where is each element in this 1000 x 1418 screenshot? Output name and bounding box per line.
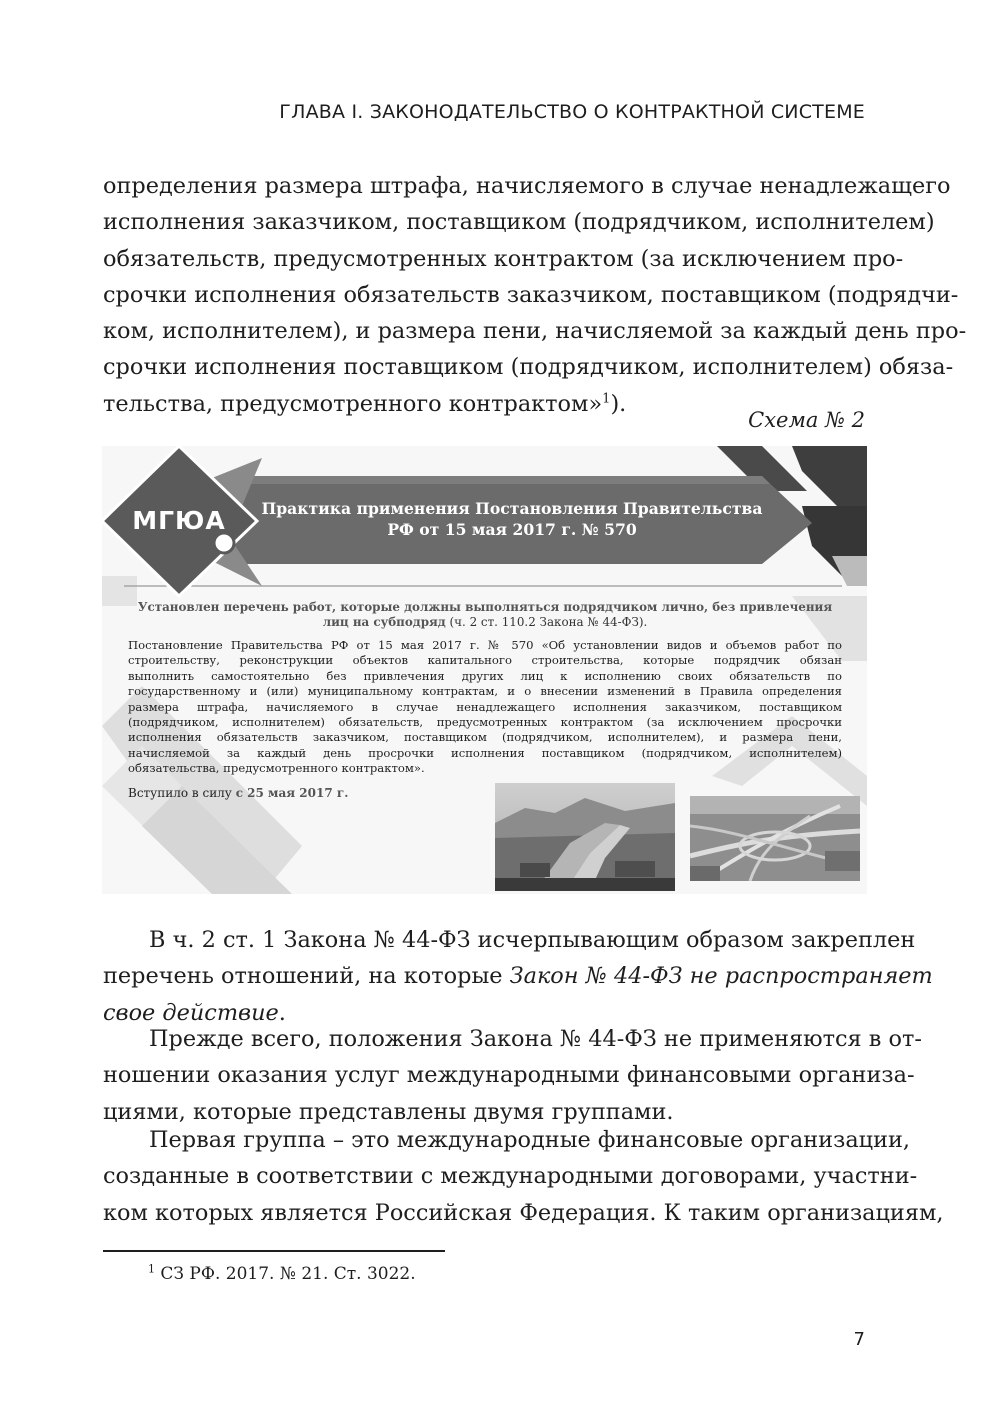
- scheme-label: Схема № 2: [748, 408, 865, 432]
- scheme-body-line: Постановление Правительства РФ от 15 мая 2017 г. № 570 «Об установлении видов и объемов работ по: [128, 638, 842, 652]
- paragraph-1: [103, 922, 933, 1031]
- footnote-text: СЗ РФ. 2017. № 21. Ст. 3022.: [155, 1264, 416, 1284]
- text-line: ношении оказания услуг международными финансовыми организа-: [103, 1062, 915, 1089]
- intro-paragraph: [103, 168, 967, 422]
- text-line: срочки исполнения поставщиком (подрядчиком, исполнителем) обяза-: [103, 354, 954, 381]
- emphasis: Закон № 44-ФЗ не распространяет: [509, 963, 933, 990]
- footnote-reference[interactable]: 1: [602, 391, 611, 407]
- scheme-body-line: выполнить самостоятельно без привлечения других лиц к исполнению своих обязательств по: [128, 668, 842, 683]
- highway-photo: [690, 796, 860, 881]
- text-line: [103, 958, 933, 994]
- running-head: ГЛАВА I. ЗАКОНОДАТЕЛЬСТВО О КОНТРАКТНОЙ СИСТЕМЕ: [279, 101, 865, 123]
- paragraph-2: [103, 1021, 922, 1130]
- text-line: ком, исполнителем), и размера пени, начисляемой за каждый день про-: [103, 318, 967, 345]
- text-line: срочки исполнения обязательств заказчиком, поставщиком (подрядчи-: [103, 281, 959, 308]
- scheme-body-line: исполнения обязательств заказчиком, поставщиком (подрядчиком, исполнителем), и размера пени,: [128, 730, 842, 745]
- scheme-body-line: обязательства, предусмотренного контрактом».: [128, 761, 425, 776]
- text-fragment: перечень отношений, на которые: [103, 963, 510, 990]
- title-banner-highlight: [222, 476, 770, 484]
- text-line: В ч. 2 ст. 1 Закона № 44-ФЗ исчерпывающим образом закреплен: [149, 927, 916, 953]
- text-line: созданные в соответствии с международными договорами, участни-: [103, 1163, 918, 1190]
- text-fragment: тельства, предусмотренного контрактом»: [103, 390, 603, 417]
- scheme-body-line: начисляемой за каждый день просрочки исполнения поставщиком (подрядчиком, исполнителем): [128, 745, 842, 760]
- scheme-body-line: размера штрафа, начисляемого в случае ненадлежащего исполнения заказчиком, поставщиком: [128, 699, 842, 714]
- text-fragment: ).: [610, 390, 627, 417]
- scheme-heading-bold: лиц на субподряд: [322, 615, 446, 629]
- scheme-heading-line: [128, 615, 842, 630]
- text-line: ком которых является Российская Федерация. К таким организациям,: [103, 1199, 944, 1226]
- text-line: определения размера штрафа, начисляемого в случае ненадлежащего: [103, 173, 951, 199]
- banner-title-line: Практика применения Постановления Правительства: [261, 499, 763, 518]
- text-line: циями, которые представлены двумя группами.: [103, 1098, 674, 1125]
- scheme-body-line: (подрядчиком, исполнителем) обязательств, предусмотренных контрактом (за исключением просрочки: [128, 715, 842, 730]
- emphasis: свое действие: [103, 999, 279, 1026]
- effective-date: [128, 786, 348, 800]
- footnote-mark: 1: [148, 1262, 155, 1276]
- scheme-figure: [102, 446, 867, 894]
- scheme-body-line: строительству, реконструкции объектов капитального строительства, которые подрядчик обязан: [128, 653, 842, 668]
- text-line: обязательств, предусмотренных контрактом (за исключением про-: [103, 245, 904, 272]
- paragraph-3: [103, 1122, 944, 1231]
- banner-title: [252, 498, 772, 540]
- page-number: 7: [853, 1329, 865, 1350]
- effective-date-value: с 25 мая 2017 г.: [235, 786, 349, 800]
- scheme-body-line: государственному и (или) муниципальному контрактам, и о внесении изменений в Правила определения: [128, 684, 842, 699]
- footnote-divider: [103, 1250, 445, 1252]
- construction-photo: [495, 783, 675, 891]
- effective-prefix: Вступило в силу: [128, 786, 236, 800]
- text-line: исполнения заказчиком, поставщиком (подрядчиком, исполнителем): [103, 209, 935, 236]
- text-line: Прежде всего, положения Закона № 44-ФЗ не применяются в от-: [149, 1026, 922, 1052]
- footnote: [148, 1264, 416, 1284]
- scheme-heading: [128, 600, 842, 630]
- scheme-body: [128, 638, 842, 777]
- logo-text: МГЮА: [132, 506, 226, 535]
- banner-title-line: РФ от 15 мая 2017 г. № 570: [387, 520, 637, 539]
- logo-emblem: [214, 533, 234, 553]
- scheme-heading-line: Установлен перечень работ, которые должны выполняться подрядчиком лично, без привлечения: [137, 600, 833, 614]
- deco-dark-shape: [792, 446, 867, 516]
- text-line: Первая группа – это международные финансовые организации,: [149, 1127, 911, 1153]
- text-fragment: .: [278, 999, 286, 1026]
- scheme-heading-ref: (ч. 2 ст. 110.2 Закона № 44-ФЗ).: [445, 615, 648, 629]
